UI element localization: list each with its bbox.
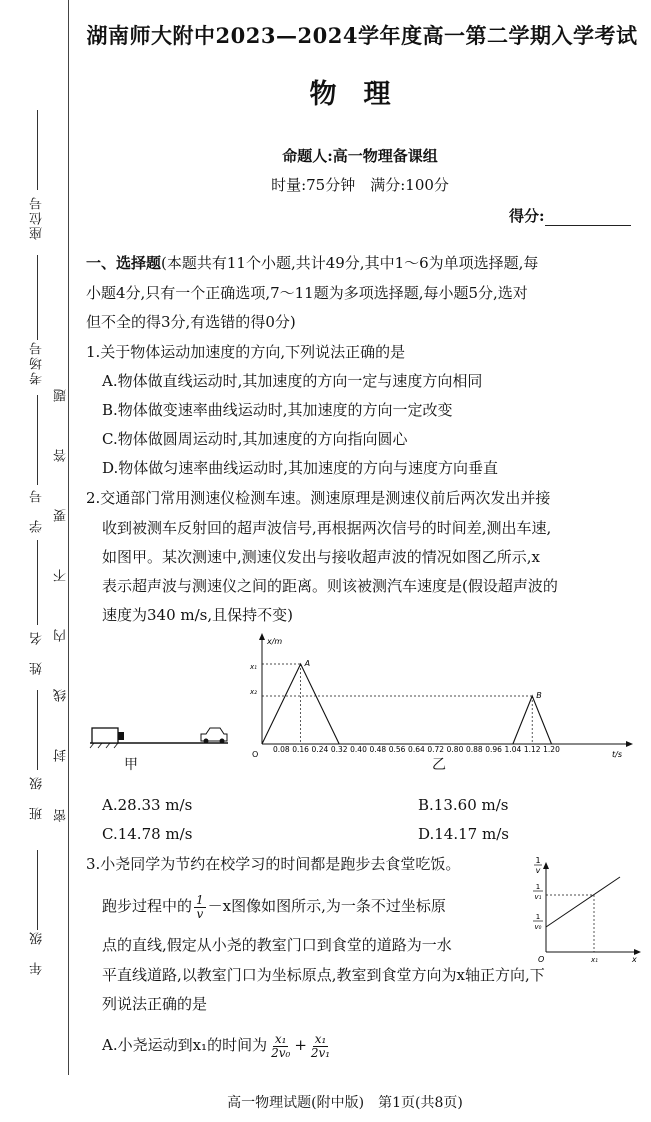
x-tick-label: 0.72 bbox=[427, 745, 445, 754]
graph-xlabel: x bbox=[632, 955, 637, 964]
x-tick-label: 0.48 bbox=[369, 745, 387, 754]
x-tick-label: 0.16 bbox=[292, 745, 309, 754]
exam-room-blank-line bbox=[37, 255, 38, 340]
score-blank bbox=[545, 211, 631, 226]
q3-a-frac1-den: 2v₀ bbox=[271, 1045, 291, 1060]
x-tick-label: 0.80 bbox=[446, 745, 464, 754]
page-footer: 高一物理试题(附中版) 第1页(共8页) bbox=[227, 1095, 463, 1111]
q3-line5: 列说法正确的是 bbox=[102, 995, 208, 1013]
q2-line2: 收到被测车反射回的超声波信号,再根据两次信号的时间差,测出车速, bbox=[102, 519, 552, 537]
camera-lens bbox=[118, 732, 124, 740]
q2-line3: 如图甲。某次测速中,测速仪发出与接收超声波的情况如图乙所示,x bbox=[102, 548, 540, 566]
q2-option-d: D.14.17 m/s bbox=[418, 825, 509, 843]
origin-label: O bbox=[252, 750, 259, 759]
q3-line1: 3.小尧同学为节约在校学习的时间都是跑步去食堂吃饭。 bbox=[86, 855, 461, 873]
q3-a-frac1 bbox=[269, 1033, 292, 1060]
class-label: 班 级 bbox=[30, 775, 45, 820]
q3-line2 bbox=[102, 891, 446, 921]
y-axis-arrow bbox=[259, 633, 265, 640]
x-axis-arrow bbox=[626, 741, 633, 747]
time-info: 时量:75分钟 满分:100分 bbox=[271, 176, 449, 194]
q3-frac-den: v bbox=[196, 906, 204, 921]
score-field bbox=[509, 205, 631, 226]
x-tick-label: 1.12 bbox=[523, 745, 541, 754]
graph-tick-bot-num: 1 bbox=[535, 913, 541, 921]
graph-tick-top-num: 1 bbox=[535, 883, 541, 891]
q3-a-frac1-num: x₁ bbox=[274, 1031, 287, 1046]
q3-option-a bbox=[102, 1028, 334, 1062]
grade-blank-line bbox=[37, 850, 38, 930]
speed-camera-diagram bbox=[88, 712, 233, 752]
x-tick-label: 0.88 bbox=[465, 745, 483, 754]
x-tick-label: 0.40 bbox=[350, 745, 367, 754]
x-tick-label: 0.24 bbox=[311, 745, 329, 754]
seal-notice: 密 封 线 内 不 要 答 题 bbox=[54, 372, 69, 822]
score-label: 得分: bbox=[509, 207, 545, 225]
student-no-blank-line bbox=[37, 395, 38, 485]
name-label: 姓 名 bbox=[30, 630, 45, 675]
student-no-label: 学 号 bbox=[30, 488, 45, 533]
point-label-B: B bbox=[536, 691, 542, 700]
graph-ylabel-num: 1 bbox=[535, 856, 541, 865]
graph-line bbox=[546, 877, 620, 927]
x-tick-label: 0.64 bbox=[408, 745, 425, 754]
x-tick-label: 1.20 bbox=[543, 745, 560, 754]
section1-intro-1: (本题共有11个小题,共计49分,其中1～6为单项选择题,每 bbox=[161, 254, 539, 272]
grade-label: 年 级 bbox=[30, 930, 45, 975]
car-icon bbox=[201, 728, 227, 744]
q3-a-plus: + bbox=[294, 1036, 307, 1054]
x-tick-label: 0.56 bbox=[388, 745, 406, 754]
fig-jia-label: 甲 bbox=[124, 757, 138, 773]
q1-option-c: C.物体做圆周运动时,其加速度的方向指向圆心 bbox=[102, 430, 408, 448]
q3-frac-num: 1 bbox=[196, 892, 204, 907]
section1-heading: 一、选择题 bbox=[86, 254, 162, 272]
exam-room-label: 考场号 bbox=[30, 340, 45, 385]
q3-inline-fraction bbox=[194, 894, 206, 921]
section1-intro-3: 但不全的得3分,有选错的得0分) bbox=[86, 313, 296, 331]
x-tick-label: 0.08 bbox=[272, 745, 290, 754]
graph-tick-top-den: v₁ bbox=[534, 893, 542, 901]
section1-line1 bbox=[86, 252, 538, 274]
q3-line4: 平直线道路,以教室门口为坐标原点,教室到食堂方向为x轴正方向,下 bbox=[102, 966, 545, 984]
q3-line2-b: －x图像如图所示,为一条不过坐标原 bbox=[207, 897, 446, 915]
q2-option-b: B.13.60 m/s bbox=[418, 796, 509, 814]
q1-option-b: B.物体做变速率曲线运动时,其加速度的方向一定改变 bbox=[102, 401, 453, 419]
q3-line3: 点的直线,假定从小尧的教室门口到食堂的道路为一水 bbox=[102, 936, 452, 954]
graph-tick-bot-den: v₀ bbox=[534, 923, 542, 931]
class-blank-line bbox=[37, 690, 38, 770]
x-tick-label: 1.04 bbox=[504, 745, 522, 754]
q2-option-a: A.28.33 m/s bbox=[102, 796, 193, 814]
x-tick-label: 0.32 bbox=[330, 745, 348, 754]
inverse-velocity-graph bbox=[528, 855, 643, 965]
graph-ylabel-den: v bbox=[535, 866, 541, 875]
author-line: 命题人:高一物理备课组 bbox=[282, 147, 438, 165]
name-blank-line bbox=[37, 540, 38, 625]
q1-option-d: D.物体做匀速率曲线运动时,其加速度的方向与速度方向垂直 bbox=[102, 459, 499, 477]
fig-yi-label: 乙 bbox=[432, 757, 446, 773]
q2-line4: 表示超声波与测速仪之间的距离。则该被测汽车速度是(假设超声波的 bbox=[102, 577, 558, 595]
subject-title: 物 理 bbox=[309, 79, 391, 110]
y-axis-label: x/m bbox=[267, 637, 283, 646]
q2-option-c: C.14.78 m/s bbox=[102, 825, 193, 843]
exam-title: 湖南师大附中2023—2024学年度高一第二学期入学考试 bbox=[86, 23, 638, 48]
graph-origin: O bbox=[538, 955, 545, 964]
point-label-A: A bbox=[304, 659, 311, 668]
y-tick-x1: x₁ bbox=[250, 663, 257, 671]
graph-x1-label: x₁ bbox=[591, 956, 598, 964]
q3-a-frac2 bbox=[309, 1033, 332, 1060]
q3-a-frac2-den: 2v₁ bbox=[310, 1045, 331, 1060]
q1-stem: 1.关于物体运动加速度的方向,下列说法正确的是 bbox=[86, 343, 406, 361]
q1-option-a: A.物体做直线运动时,其加速度的方向一定与速度方向相同 bbox=[102, 372, 483, 390]
q2-line1: 2.交通部门常用测速仪检测车速。测速原理是测速仪前后两次发出并接 bbox=[86, 489, 551, 507]
q3-option-a-pre: A.小尧运动到x₁的时间为 bbox=[102, 1036, 268, 1054]
x-axis-label: t/s bbox=[612, 750, 622, 759]
graph-y-arrow bbox=[543, 862, 549, 869]
speed-camera bbox=[92, 728, 118, 743]
q2-line5: 速度为340 m/s,且保持不变) bbox=[102, 606, 293, 624]
ultrasound-chart bbox=[244, 632, 634, 760]
section1-intro-2: 小题4分,只有一个正确选项,7～11题为多项选择题,每小题5分,选对 bbox=[86, 284, 528, 302]
q3-line2-a: 跑步过程中的 bbox=[102, 897, 193, 915]
y-tick-x2: x₂ bbox=[250, 688, 257, 696]
x-tick-label: 0.96 bbox=[485, 745, 502, 754]
q3-a-frac2-num: x₁ bbox=[314, 1031, 327, 1046]
seat-label: 座位号 bbox=[30, 195, 45, 240]
